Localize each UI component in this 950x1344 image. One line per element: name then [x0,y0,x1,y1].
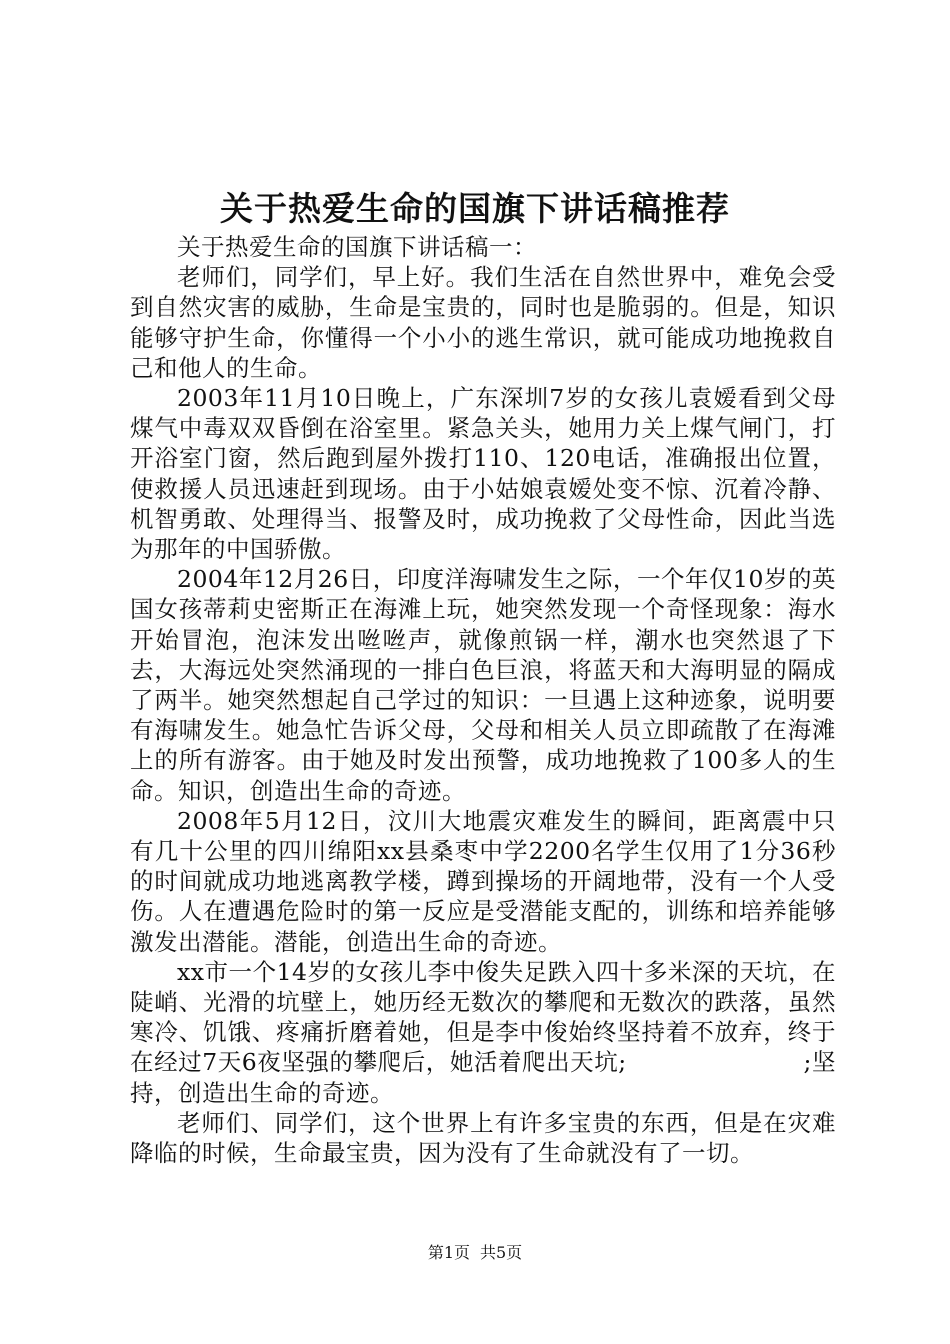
page-number: 第1页 [427,1243,470,1262]
page-title: 关于热爱生命的国旗下讲话稿推荐 [220,189,730,228]
paragraph-story-tiankeng: xx市一个14岁的女孩儿李中俊失足跌入四十多米深的天坑，在陡峭、光滑的坑壁上，她历经无数次的攀爬和无数次的跌落，虽然寒冷、饥饿、疼痛折磨着她，但是李中俊始终坚持着不放弃，终于在经过7天6夜坚强的攀爬后，她活着爬出天坑; ;坚持，创造出生命的奇迹。 [130,957,836,1107]
page-total: 共5页 [480,1243,523,1262]
paragraph-story-2003: 2003年11月10日晚上，广东深圳7岁的女孩儿袁嫒看到父母煤气中毒双双昏倒在浴室里。紧急关头，她用力关上煤气闸门，打开浴室门窗，然后跑到屋外拨打110、120电话，准确报出位置，使救援人员迅速赶到现场。由于小姑娘袁嫒处变不惊、沉着冷静、机智勇敢、处理得当、报警及时，成功挽救了父母性命，因此当选为那年的中国骄傲。 [130,384,836,564]
paragraph-story-2004: 2004年12月26日，印度洋海啸发生之际，一个年仅10岁的英国女孩蒂莉史密斯正在海滩上玩，她突然发现一个奇怪现象：海水开始冒泡，泡沫发出咝咝声，就像煎锅一样，潮水也突然退了下去，大海远处突然涌现的一排白色巨浪，将蓝天和大海明显的隔成了两半。她突然想起自己学过的知识：一旦遇上这种迹象，说明要有海啸发生。她急忙告诉父母，父母和相关人员立即疏散了在海滩上的所有游客。由于她及时发出预警，成功地挽救了100多人的生命。知识，创造出生命的奇迹。 [130,565,836,805]
paragraph-story-2008: 2008年5月12日，汶川大地震灾难发生的瞬间，距离震中只有几十公里的四川绵阳xx县桑枣中学2200名学生仅用了1分36秒的时间就成功地逃离教学楼，蹲到操场的开阔地带，没有一个人受伤。人在遭遇危险时的第一反应是受潜能支配的，训练和培养能够激发出潜能。潜能，创造出生命的奇迹。 [130,806,836,956]
page-footer [0,1243,950,1263]
paragraph-conclusion: 老师们、同学们，这个世界上有许多宝贵的东西，但是在灾难降临的时候，生命最宝贵，因为没有了生命就没有了一切。 [130,1108,836,1168]
document-body [130,232,836,1168]
paragraph-intro-heading: 关于热爱生命的国旗下讲话稿一： [177,233,537,261]
paragraph-greeting: 老师们，同学们，早上好。我们生活在自然世界中，难免会受到自然灾害的威胁，生命是宝贵的，同时也是脆弱的。但是，知识能够守护生命，你懂得一个小小的逃生常识，就可能成功地挽救自己和他人的生命。 [130,263,836,382]
